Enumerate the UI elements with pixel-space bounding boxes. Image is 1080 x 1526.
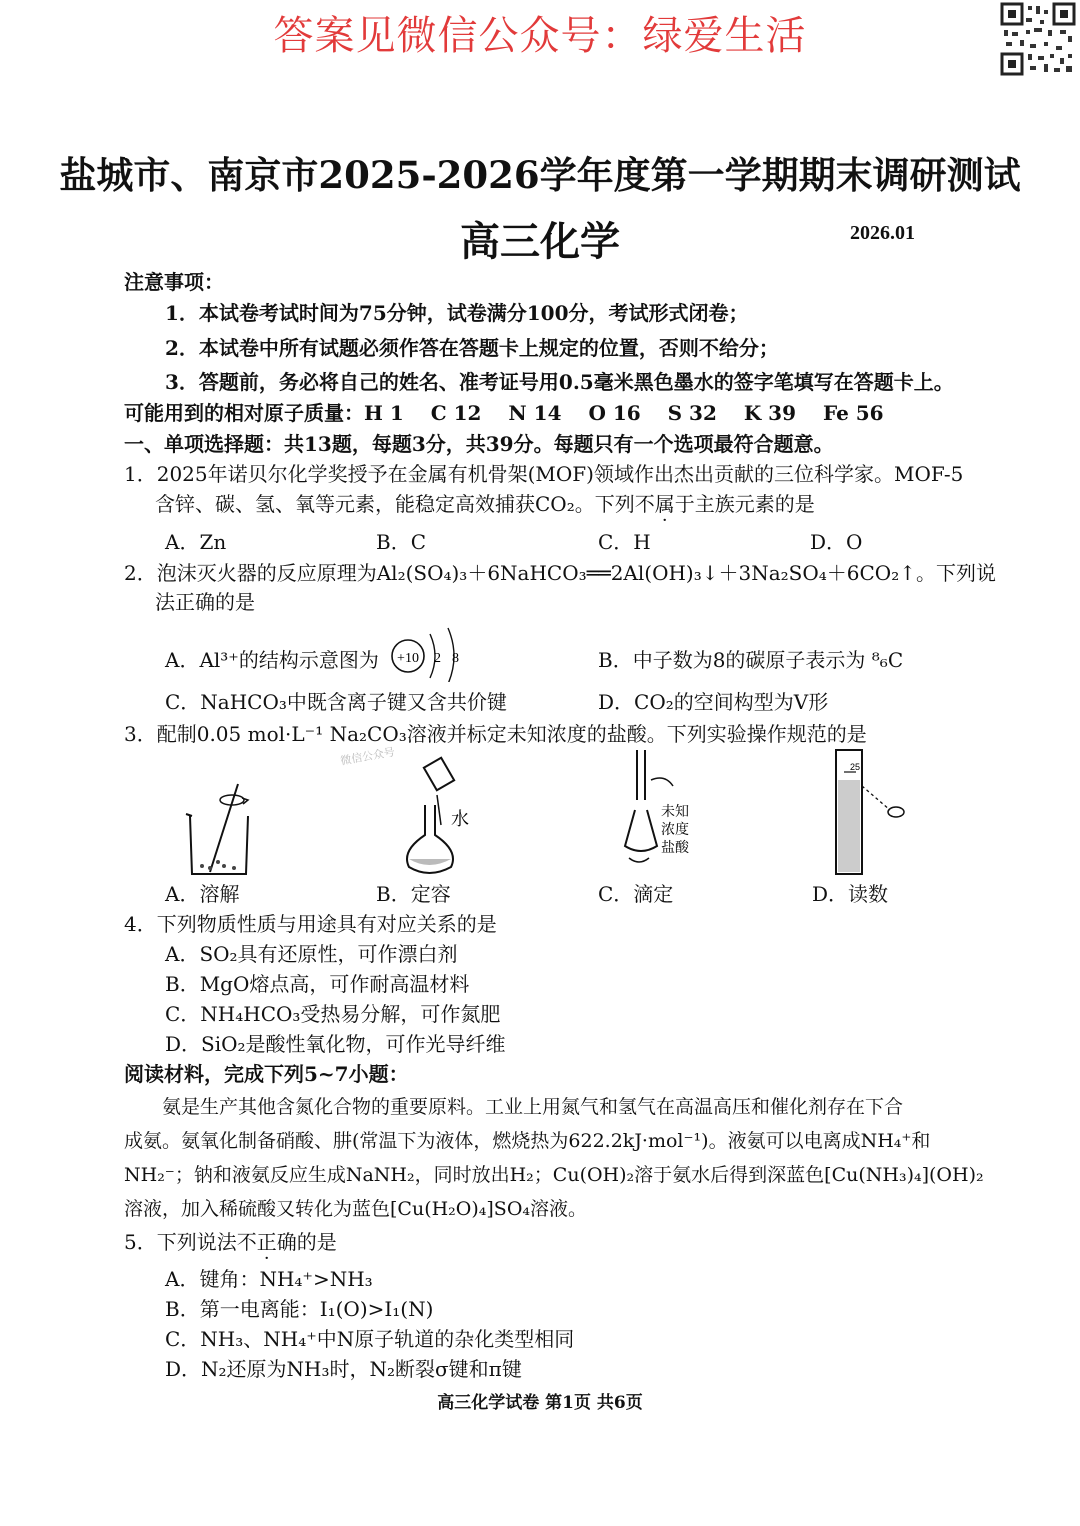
option-c: C．NH₃、NH₄⁺中N原子轨道的杂化类型相同 (165, 1327, 575, 1351)
beaker-dissolving-figure (180, 778, 260, 878)
question-5-text: 的是 (296, 1230, 337, 1254)
atom-structure-diagram (390, 622, 470, 682)
section-heading: 一、单项选择题：共13题，每题3分，共39分。每题只有一个选项最符合题意。 (124, 432, 834, 456)
reading-paragraph: 氨是生产其他含氮化合物的重要原料。工业上用氮气和氢气在高温高压和催化剂存在下合 (124, 1096, 904, 1118)
shell-electrons: 8 (452, 651, 459, 666)
option-b: B．C (376, 530, 426, 554)
atomic-mass-line: 可能用到的相对原子质量：H 1 C 12 N 14 O 16 S 32 K 39 Fe 56 (124, 401, 884, 425)
option-a: A．键角：NH₄⁺>NH₃ (165, 1267, 373, 1291)
option-b: B．中子数为8的碳原子表示为 ⁸₆C (598, 648, 904, 672)
option-c: C．H (598, 530, 651, 554)
reading-paragraph: NH₂⁻；钠和液氨反应生成NaNH₂，同时放出H₂；Cu(OH)₂溶于氨水后得到深蓝色[Cu(NH₃)₄](OH)₂ (124, 1164, 984, 1186)
figure-label: D．读数 (812, 882, 889, 906)
faint-watermark: 微信公众号 (339, 745, 396, 768)
shell-electrons: 2 (434, 651, 441, 666)
question-1-stem-cont (155, 494, 815, 514)
option-a: A．SO₂具有还原性，可作漂白剂 (165, 942, 458, 966)
question-1-stem: 1．2025年诺贝尔化学奖授予在金属有机骨架(MOF)领域作出杰出贡献的三位科学家。MOF-5 (124, 462, 964, 486)
page-footer: 高三化学试卷 第1页 共6页 (437, 1393, 643, 1413)
option-a: A．Zn (165, 530, 227, 554)
question-5-text: 5．下列说法 (124, 1230, 237, 1254)
flask-label: 浓度 (661, 822, 689, 838)
notice-heading: 注意事项： (124, 270, 224, 294)
question-3-stem: 3．配制0.05 mol·L⁻¹ Na₂CO₃溶液并标定未知浓度的盐酸。下列实验操作规范的是 (124, 722, 867, 746)
exam-date: 2026.01 (850, 222, 915, 244)
burette-reading-figure (826, 748, 916, 878)
water-label: 水 (451, 809, 469, 830)
option-d: D．N₂还原为NH₃时，N₂断裂σ键和π键 (165, 1357, 522, 1381)
option-d: D．SiO₂是酸性氧化物，可作光导纤维 (165, 1032, 506, 1056)
notice-item: 1．本试卷考试时间为75分钟，试卷满分100分，考试形式闭卷； (165, 301, 749, 325)
option-a: A．Al³⁺的结构示意图为 (165, 648, 379, 672)
flask-label: 盐酸 (661, 840, 689, 856)
eye-icon (888, 807, 904, 817)
flask-label: 未知 (661, 804, 689, 820)
question-2-stem-cont: 法正确的是 (155, 590, 255, 614)
option-b: B．MgO熔点高，可作耐高温材料 (165, 972, 470, 996)
emphasis-text: 不正确 (236, 1230, 297, 1254)
figure-label: A．溶解 (165, 882, 240, 906)
nucleus-charge: +10 (397, 651, 419, 666)
figure-label: B．定容 (376, 882, 451, 906)
figure-label: C．滴定 (598, 882, 674, 906)
option-d: D．CO₂的空间构型为V形 (598, 690, 829, 714)
exam-title: 盐城市、南京市2025-2026学年度第一学期期末调研测试 (59, 153, 1021, 197)
exam-subject: 高三化学 (460, 218, 620, 265)
option-c: C．NH₄HCO₃受热易分解，可作氮肥 (165, 1002, 501, 1026)
question-5-stem (124, 1232, 337, 1252)
question-1-text: 主族元素的是 (694, 492, 815, 516)
reading-paragraph: 溶液，加入稀硫酸又转化为蓝色[Cu(H₂O)₄]SO₄溶液。 (124, 1198, 588, 1220)
reading-paragraph: 成氨。氨氧化制备硝酸、肼(常温下为液体，燃烧热为622.2kJ·mol⁻¹)。液氨可以电离成NH₄⁺和 (124, 1130, 931, 1152)
question-2-stem: 2．泡沫灭火器的反应原理为Al₂(SO₄)₃＋6NaHCO₃══2Al(OH)₃↓＋3Na₂SO₄＋6CO₂↑。下列说 (124, 561, 996, 585)
reading-heading: 阅读材料，完成下列5~7小题： (124, 1062, 409, 1086)
watermark-banner: 答案见微信公众号：绿爱生活 (273, 13, 807, 59)
option-c: C．NaHCO₃中既含离子键又含共价键 (165, 690, 507, 714)
emphasis-text: 不属于 (634, 492, 695, 516)
question-4-stem: 4．下列物质性质与用途具有对应关系的是 (124, 912, 497, 936)
option-d: D．O (810, 530, 863, 554)
notice-item: 2．本试卷中所有试题必须作答在答题卡上规定的位置，否则不给分； (165, 336, 779, 360)
burette-mark: 25 (850, 762, 861, 772)
qr-code-icon (1000, 2, 1076, 76)
volumetric-flask-figure (395, 755, 485, 880)
titration-figure (615, 750, 705, 880)
notice-item: 3．答题前，务必将自己的姓名、准考证号用0.5毫米黑色墨水的签字笔填写在答题卡上。 (165, 370, 954, 394)
option-b: B．第一电离能：I₁(O)>I₁(N) (165, 1297, 434, 1321)
question-1-text: 含锌、碳、氢、氧等元素，能稳定高效捕获CO₂。下列 (155, 492, 635, 516)
